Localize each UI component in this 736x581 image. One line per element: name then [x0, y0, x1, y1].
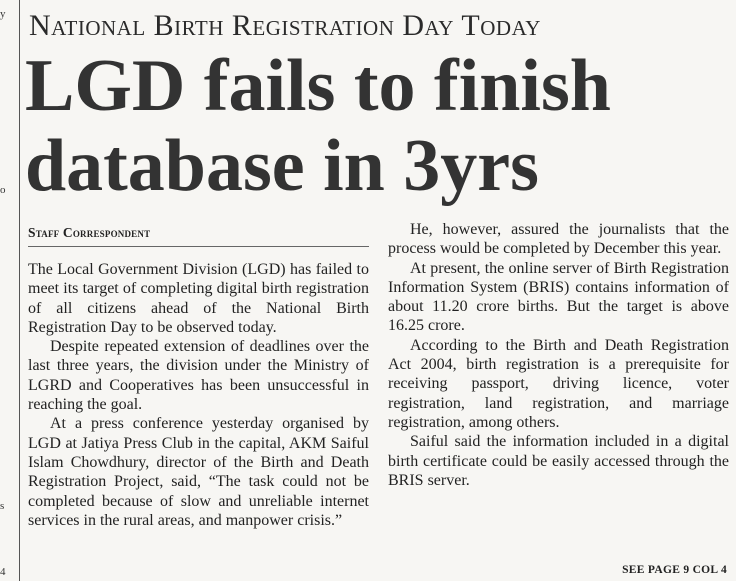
- column-divider: [19, 0, 20, 581]
- headline-line-2: database in 3yrs: [25, 125, 539, 207]
- byline: Staff Correspondent: [28, 225, 151, 240]
- paragraph: Saiful said the information included in a digital birth certificate could be easily accessed through the BRIS server.: [388, 433, 729, 489]
- headline-line-1: LGD fails to finish: [25, 45, 611, 127]
- paragraph: Despite repeated extension of deadlines over the last three years, the division under the Ministry of LGRD and Cooperatives has been unsuccessful in reaching the goal.: [28, 338, 369, 414]
- margin-fragment: s: [0, 500, 5, 512]
- kicker: National Birth Registration Day Today: [29, 9, 541, 42]
- continuation-jump: SEE PAGE 9 COL 4: [622, 564, 727, 576]
- margin-fragment: y: [0, 8, 6, 20]
- margin-fragment: o: [0, 184, 6, 196]
- paragraph: At a press conference yesterday organised by LGD at Jatiya Press Club in the capital, AKM Saiful Islam Chowdhury, director of the Birth and Death Registration Project, said, “The task could not be completed because of slow and unreliable internet services in the rural areas, and manpower crisis.”: [28, 415, 369, 529]
- byline-rule: [28, 246, 369, 247]
- paragraph: According to the Birth and Death Registration Act 2004, birth registration is a prerequisite for receiving passport, driving licence, voter registration, land registration, and marriage registration, among others.: [388, 336, 729, 431]
- article-column-2: [388, 220, 729, 490]
- paragraph: The Local Government Division (LGD) has failed to meet its target of completing digital birth registration of all citizens ahead of the National Birth Registration Day to be observed today.: [28, 261, 369, 336]
- paragraph: He, however, assured the journalists that the process would be completed by December this year.: [388, 221, 729, 258]
- margin-fragment: 4: [0, 566, 6, 578]
- article-column-1: [28, 260, 369, 530]
- clipped-adjacent-column: [0, 0, 12, 581]
- paragraph: At present, the online server of Birth Registration Information System (BRIS) contains information of about 11.20 crore births. But the target is above 16.25 crore.: [388, 259, 729, 335]
- headline: [25, 46, 735, 206]
